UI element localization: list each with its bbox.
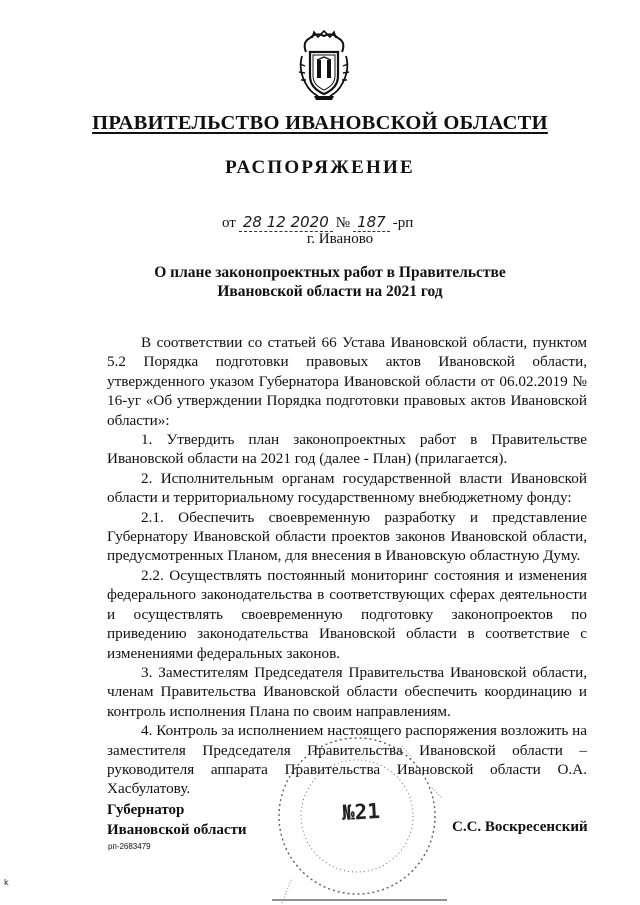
signatory-name: С.С. Воскресенский — [452, 819, 588, 835]
preamble-paragraph: В соответствии со статьей 66 Устава Ивановской области, пунктом 5.2 Порядка подготовки правовых актов Ивановской области, утвержденного указом Губернатора Ивановской области от 06.02.2019 № 16-уг «Об утверждении Порядка подготовки правовых актов Ивановской области»: — [107, 334, 587, 429]
signatory-title-line-1: Губернатор — [107, 802, 185, 818]
document-number: 187 — [353, 213, 390, 232]
registration-code: рп-2683479 — [108, 842, 151, 851]
document-type: РАСПОРЯЖЕНИЕ — [225, 157, 415, 178]
stamp-number: №21 — [341, 799, 381, 825]
item-2: 2. Исполнительным органам государственной власти Ивановской области и территориальному государственному внебюджетному фонду: — [107, 469, 587, 507]
item-2-1: 2.1. Обеспечить своевременную разработку и представление Губернатору Ивановской области проектов законов Ивановской области, предусмотренных Планом, для внесения в Ивановскую областную Думу. — [107, 508, 587, 565]
number-suffix: -рп — [392, 215, 414, 231]
item-4: 4. Контроль за исполнением настоящего распоряжения возложить на заместителя Председателя Правительства Ивановской области – руководителя аппарата Правительства Ивановской области О.А. Хасбулатову. — [107, 722, 587, 798]
scan-mark: k — [4, 878, 9, 887]
government-title: ПРАВИТЕЛЬСТВО ИВАНОВСКОЙ ОБЛАСТИ — [92, 112, 548, 134]
signatory-title-line-2: Ивановской области — [107, 822, 247, 838]
document-date: 28 12 2020 — [239, 213, 333, 232]
number-sign: № — [335, 215, 351, 231]
subject-line-1: О плане законопроектных работ в Правительстве — [154, 264, 506, 281]
document-subject — [140, 263, 520, 301]
date-prefix: от — [222, 215, 236, 231]
document-city: г. Иваново — [306, 231, 374, 247]
signatory-title — [107, 800, 247, 840]
item-1: 1. Утвердить план законопроектных работ в Правительстве Ивановской области на 2021 год (далее - План) (прилагается). — [107, 431, 587, 468]
item-2-2: 2.2. Осуществлять постоянный мониторинг состояния и изменения федерального законодательства в соответствующих сферах деятельности и осуществлять своевременную подготовку законопроектов по приведению законодательства Ивановской области в соответствие с изменениями федеральных законов. — [107, 566, 587, 662]
item-3: 3. Заместителям Председателя Правительства Ивановской области, членам Правительства Ивановской области обеспечить координацию и контроль исполнения Плана по своим направлениям. — [107, 663, 587, 720]
registration-line — [222, 213, 413, 232]
subject-line-2: Ивановской области на 2021 год — [217, 283, 443, 300]
coat-of-arms-icon — [296, 30, 352, 102]
